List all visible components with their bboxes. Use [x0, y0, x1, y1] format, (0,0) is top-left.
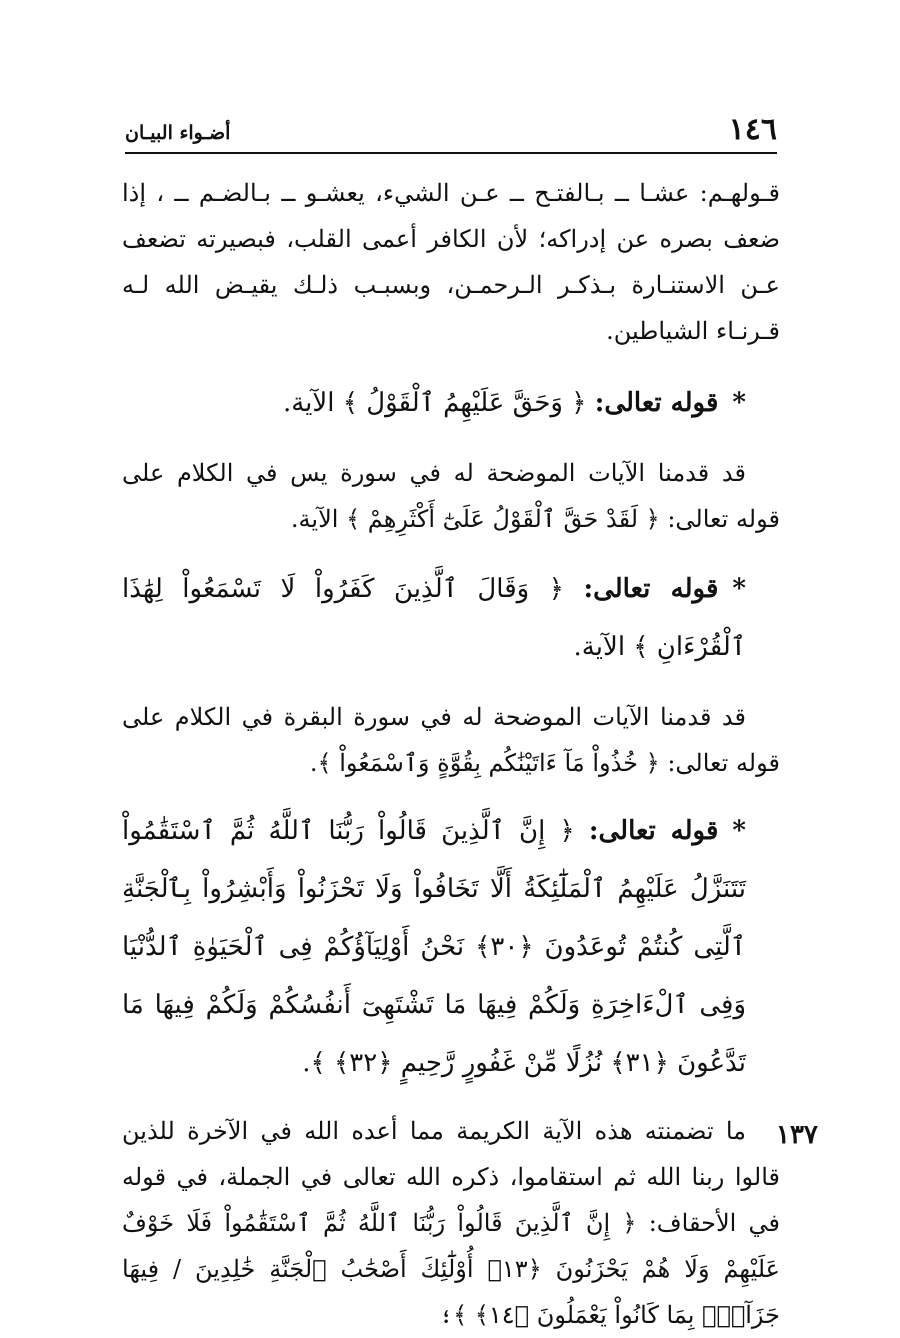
marginal-page-reference: [746, 1120, 818, 1150]
heading-2: [122, 560, 780, 676]
quran-verse: ﴿ وَحَقَّ عَلَيْهِمُ ٱلْقَوْلُ ﴾ الآية.: [282, 388, 587, 418]
heading-marker: *: [732, 574, 747, 604]
paragraph-1: قـولهـم: عشـا ــ بـالفتـح ــ عـن الشيء، يعشـو ــ بـالضـم ــ ، إذا ضعف بصره عن إدراكه؛ لأن الكافر أعمى القلب، فبصيرته تضعف عـن الاستنـارة بـذكـر الـرحمـن، وبسبـب ذلـك يقيـض الله لـه قـرنـاء الشياطين.: [122, 179, 781, 345]
quran-verse: ﴿ وَقَالَ ٱلَّذِينَ كَفَرُواْ لَا تَسْمَعُواْ لِهَٰذَا ٱلْقُرْءَانِ ﴾ الآية.: [122, 574, 746, 662]
paragraph-2: قد قدمنا الآيات الموضحة له في سورة يس في الكلام على قوله تعالى: ﴿ لَقَدْ حَقَّ ٱلْقَوْلُ عَلَىٰٓ أَكْثَرِهِمْ ﴾ الآية.: [122, 459, 780, 533]
paragraph-4: ما تضمنته هذه الآية الكريمة مما أعده الله في الآخرة للذين قالوا ربنا الله ثم استقاموا، ذكره الله تعالى في الجملة، في قوله في الأحقاف: ﴿ إِنَّ ٱلَّذِينَ قَالُواْ رَبُّنَا ٱللَّهُ ثُمَّ ٱسْتَقَٰمُواْ فَلَا خَوْفٌ عَلَيْهِمْ وَلَا هُمْ يَحْزَنُونَ ﴿١٣﴾ أُوْلَٰٓئِكَ أَصْحَٰبُ ٱلْجَنَّةِ خَٰلِدِينَ / فِيهَا جَزَآءًۢ بِمَا كَانُواْ يَعْمَلُونَ ﴿١٤﴾ ﴾؛: [122, 1117, 781, 1329]
heading-marker: *: [732, 816, 747, 846]
header-divider: [125, 152, 777, 154]
heading-label: قوله تعالى:: [588, 816, 719, 846]
page-number: ١٤٦: [728, 112, 777, 147]
heading-marker: *: [732, 388, 746, 418]
quran-verse: ﴿ إِنَّ ٱلَّذِينَ قَالُواْ رَبُّنَا ٱللَّهُ ثُمَّ ٱسْتَقَٰمُواْ تَتَنَزَّلُ عَلَيْهِمُ ٱلْمَلَٰٓئِكَةُ أَلَّا تَخَافُواْ وَلَا تَحْزَنُواْ وَأَبْشِرُواْ بِٱلْجَنَّةِ ٱلَّتِى كُنتُمْ تُوعَدُونَ ﴿٣٠﴾ نَحْنُ أَوْلِيَآؤُكُمْ فِى ٱلْحَيَوٰةِ ٱلدُّنْيَا وَفِى ٱلْءَاخِرَةِ وَلَكُمْ فِيهَا مَا تَشْتَهِىٓ أَنفُسُكُمْ وَلَكُمْ فِيهَا مَا تَدَّعُونَ ﴿٣١﴾ نُزُلًا مِّنْ غَفُورٍ رَّحِيمٍ ﴿٣٢﴾ ﴾.: [122, 816, 746, 1078]
book-title: أضـواء البيـان: [125, 122, 231, 144]
heading-1: [122, 374, 780, 432]
page-header: [125, 112, 777, 152]
heading-3: [122, 802, 780, 1092]
page-body: [122, 170, 780, 1338]
marginal-page-number: ١٣٧: [776, 1120, 818, 1150]
heading-label: قوله تعالى:: [583, 574, 719, 604]
heading-label: قوله تعالى:: [594, 388, 719, 418]
paragraph-3: قد قدمنا الآيات الموضحة له في سورة البقرة في الكلام على قوله تعالى: ﴿ خُذُواْ مَآ ءَاتَيْنَٰكُم بِقُوَّةٍ وَٱسْمَعُواْ ﴾.: [122, 703, 780, 777]
